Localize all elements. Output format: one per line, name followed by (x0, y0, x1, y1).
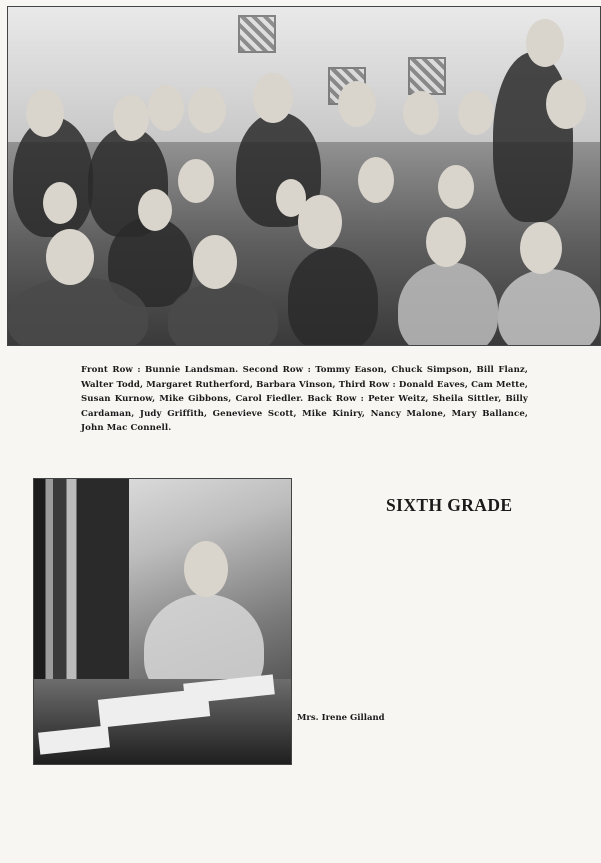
wall-decoration (408, 57, 446, 95)
student-face (113, 95, 149, 141)
teacher-face (546, 79, 586, 129)
student-face (43, 182, 77, 224)
wall-decoration (238, 15, 276, 53)
student-face (520, 222, 562, 274)
class-photo-caption: Front Row : Bunnie Landsman. Second Row : Tommy Eason, Chuck Simpson, Bill Flanz, Walter Todd, Margaret Rutherford, Barbara Vinson, Third Row : Donald Eaves, Cam Mette, Susan Kurnow, Mike Gibbons, Carol Fiedler. Back Row : Peter Weitz, Sheila Sittler, Billy Cardaman, Judy Griffith, Genevieve Scott, Mike Kiniry, Nancy Malone, Mary Ballance, John Mac Connell. (81, 365, 528, 434)
teacher-face (184, 541, 228, 597)
teacher-portrait-photo (33, 478, 292, 765)
student-face (188, 87, 226, 133)
student-figure (398, 262, 498, 346)
student-figure (168, 282, 278, 346)
student-face (148, 85, 184, 131)
student-figure (498, 269, 600, 346)
student-face (193, 235, 237, 289)
student-face (26, 89, 64, 137)
student-face (426, 217, 466, 267)
student-face (403, 91, 439, 135)
student-face (458, 91, 494, 135)
class-group-photo (7, 6, 601, 346)
student-face (138, 189, 172, 231)
student-figure (493, 52, 573, 222)
student-face (46, 229, 94, 285)
student-face (253, 73, 293, 123)
teacher-name-caption: Mrs. Irene Gilland (297, 713, 385, 723)
student-face (178, 159, 214, 203)
student-face (298, 195, 342, 249)
student-face (338, 81, 376, 127)
student-face (526, 19, 564, 67)
student-face (358, 157, 394, 203)
student-face (438, 165, 474, 209)
page-title: SIXTH GRADE (386, 495, 513, 515)
student-figure (288, 247, 378, 346)
